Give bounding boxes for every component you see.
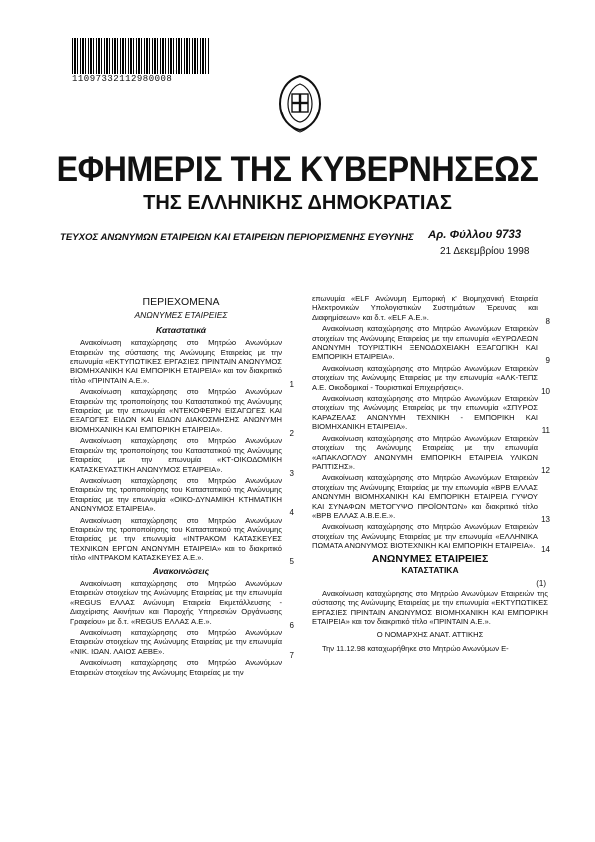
contents-entry: Ανακοίνωση καταχώρησης στο Μητρώο Ανωνύμων Εταιρειών της τροποποίησης του Καταστατικού της Ανώνυμης Εταιρείας με την επωνυμία «ΙΝΤΡΑΚΟΜ ΚΑΤΑΣΚΕΥΕΣ ΤΕΧΝΙΚΩΝ ΕΡΓΩΝ ΑΝΩΝΥΜΗ ΕΤΑΙΡΕΙΑ» και το διακριτικό τίτλο «ΙΝΤΡΑΚΟΜ ΚΑΤΑΣΚΕΥΕΣ Α.Ε.». 5 <box>70 515 294 567</box>
contents-left-column <box>70 298 292 679</box>
issue-date: 21 Δεκεμβρίου 1998 <box>440 246 530 257</box>
barcode <box>72 38 210 74</box>
contents-entry: Ανακοίνωση καταχώρησης στο Μητρώο Ανωνύμων Εταιρειών στοιχείων της Ανώνυμης Εταιρείας με την επωνυμία «ΣΠΥΡΟΣ ΚΑΡΑΖΕΛΑΣ ΑΝΩΝΥΜΗ ΤΕΧΝΙΚΗ - ΕΜΠΟΡΙΚΗ ΚΑΙ ΒΙΟΜΗΧΑΝΙΚΗ ΕΤΑΙΡΕΙΑ». 11 <box>312 394 550 436</box>
page-number: 2 <box>289 428 294 438</box>
issue-series: ΤΕΥΧΟΣ ΑΝΩΝΥΜΩΝ ΕΤΑΙΡΕΙΩΝ ΚΑΙ ΕΤΑΙΡΕΙΩΝ ΠΕΡΙΟΡΙΣΜΕΝΗΣ ΕΥΘΥΝΗΣ <box>60 232 414 243</box>
contents-entry: Ανακοίνωση καταχώρησης στο Μητρώο Ανωνύμων Εταιρειών στοιχείων της Ανώνυμης Εταιρείας με την επωνυμία «REGUS ΕΛΛΑΣ Ανώνυμη Εταιρεία Εκμετάλλευσης - Διαχείρισης Ακινήτων και Παροχής Υπηρεσιών Οργάνωσης Γραφείου» με δ.τ. «REGUS ΕΛΛΑΣ Α.Ε.». 6 <box>70 578 294 630</box>
page-number: 11 <box>541 426 550 436</box>
body-paragraph: Την 11.12.98 καταχωρήθηκε στο Μητρώο Ανωνύμων Ε- <box>322 643 509 653</box>
body-section-heading: ΑΝΩΝΥΜΕΣ ΕΤΑΙΡΕΙΕΣ <box>371 552 489 565</box>
contents-entry: Ανακοίνωση καταχώρησης στο Μητρώο Ανωνύμων Εταιρειών στοιχείων της Ανώνυμης Εταιρείας με την επωνυμία «ΑΠΑΚΛΟΓΛΟΥ ΑΝΩΝΥΜΗ ΕΜΠΟΡΙΚΗ ΕΤΑΙΡΕΙΑ ΥΛΙΚΩΝ ΡΑΠΤΙΣΗΣ». 12 <box>312 433 550 475</box>
statutes-heading: Καταστατικά <box>156 324 206 335</box>
contents-entry: Ανακοίνωση καταχώρησης στο Μητρώο Ανωνύμων Εταιρειών της σύστασης της Ανώνυμης Εταιρείας με την επωνυμία «ΕΚΤΥΠΩΤΙΚΕΣ ΕΡΓΑΣΙΕΣ ΠΡΙΝΤΑΙΝ ΑΝΩΝΥΜΟΣ ΒΙΟΜΗΧΑΝΙΚΗ ΚΑΙ ΕΜΠΟΡΙΚΗ ΕΤΑΙΡΕΙΑ» και τον διακριτικό τίτλο «ΠΡΙΝΤΑΙΝ Α.Ε.». 1 <box>70 338 294 389</box>
page-number: 9 <box>545 356 550 366</box>
contents-entry: Ανακοίνωση καταχώρησης στο Μητρώο Ανωνύμων Εταιρειών της τροποποίησης του Καταστατικού της Ανώνυμης Εταιρείας με την επωνυμία «ΝΤΕΚΟΦΕΡΝ ΕΙΣΑΓΩΓΕΣ ΚΑΙ ΕΞΑΓΩΓΕΣ ΕΙΔΩΝ ΚΑΙ ΕΙΔΩΝ ΔΙΑΚΟΣΜΗΣΗΣ ΑΝΩΝΥΜΗ ΒΙΟΜΗΧΑΝΙΚΗ ΚΑΙ ΕΜΠΟΡΙΚΗ ΕΤΑΙΡΕΙΑ». 2 <box>70 387 294 438</box>
page-number: 4 <box>289 508 294 518</box>
contents-entry: Ανακοίνωση καταχώρησης στο Μητρώο Ανωνύμων Εταιρειών στοιχείων της Ανώνυμης Εταιρείας με την επωνυμία «ΑΛΚ-ΤΕΠΣ Α.Ε. Οικοδομικαί - Τουριστικαί Επιχειρήσεις». 10 <box>312 363 550 396</box>
page-number: 1 <box>289 379 294 389</box>
contents-entry: Ανακοίνωση καταχώρησης στο Μητρώο Ανωνύμων Εταιρειών στοιχείων της Ανώνυμης Εταιρείας με την επωνυμία «ΕΥΡΩΛΕΩΝ ΑΝΩΝΥΜΗ ΤΟΥΡΙΣΤΙΚΗ ΞΕΝΟΔΟΧΕΙΑΚΗ ΕΞΑΓΩΓΙΚΗ ΚΑΙ ΕΜΠΟΡΙΚΗ ΕΤΑΙΡΕΙΑ». 9 <box>312 324 550 366</box>
contents-entry: Ανακοίνωση καταχώρησης στο Μητρώο Ανωνύμων Εταιρειών της τροποποίησης του Καταστατικού της Ανώνυμης Εταιρείας με την επωνυμία «ΚΤ-ΟΙΚΟΔΟΜΙΚΗ ΚΑΤΑΣΚΕΥΑΣΤΙΚΗ ΑΝΩΝΥΜΟΣ ΕΤΑΙΡΕΙΑ». 3 <box>70 436 294 478</box>
page-number: 13 <box>541 514 550 524</box>
page-number: 7 <box>289 650 294 660</box>
page-number: 6 <box>289 620 294 630</box>
announcements-heading: Ανακοινώσεις <box>152 565 210 576</box>
page-number: 14 <box>541 545 550 555</box>
contents-right-column <box>312 294 548 653</box>
contents-entry: Ανακοίνωση καταχώρησης στο Μητρώο Ανωνύμων Εταιρειών στοιχείων της Ανώνυμης Εταιρείας με την <box>70 658 282 677</box>
page-number: 5 <box>289 557 294 567</box>
prefect-title: Ο ΝΟΜΑΡΧΗΣ ΑΝΑΤ. ΑΤΤΙΚΗΣ <box>376 630 484 640</box>
sheet-number: Αρ. Φύλλου 9733 <box>428 229 522 241</box>
body-subsection-heading: ΚΑΤΑΣΤΑΤΙΚΑ <box>401 564 459 575</box>
gazette-title: ΕΦΗΜΕΡΙΣ ΤΗΣ ΚΥΒΕΡΝΗΣΕΩΣ <box>56 150 539 189</box>
page-number: 12 <box>541 465 550 475</box>
contents-entry: Ανακοίνωση καταχώρησης στο Μητρώο Ανωνύμων Εταιρειών στοιχείων της Ανώνυμης Εταιρείας με την επωνυμία «ΝΙΚ. ΙΩΑΝ. ΛΑΙΟΣ ΑΕΒΕ». 7 <box>70 628 294 660</box>
contents-entry: Ανακοίνωση καταχώρησης στο Μητρώο Ανωνύμων Εταιρειών στοιχείων της Ανώνυμης Εταιρείας με την επωνυμία «ΕΛΛΗΝΙΚΑ ΠΩΜΑΤΑ ΑΝΩΝΥΜΟΣ ΒΙΟΤΕΧΝΙΚΗ ΚΑΙ ΕΜΠΟΡΙΚΗ ΕΤΑΙΡΕΙΑ». 14 <box>312 522 550 555</box>
contents-entry: Ανακοίνωση καταχώρησης στο Μητρώο Ανωνύμων Εταιρειών στοιχείων της Ανώνυμης Εταιρείας με την επωνυμία «ΒΡΒ ΕΛΛΑΣ ΑΝΩΝΥΜΗ ΒΙΟΜΗΧΑΝΙΚΗ ΚΑΙ ΕΜΠΟΡΙΚΗ ΕΤΑΙΡΕΙΑ ΓΥΨΟΥ ΚΑΙ ΣΥΝΑΦΩΝ ΜΕΤΟΓΥΨΟ ΠΡΟΪΟΝΤΩΝ» και διακριτικό τίτλο «ΒΡΒ ΕΛΛΑΣ Α.Β.Ε.Ε.». 13 <box>312 473 550 524</box>
barcode-number: 11097332112980008 <box>72 74 173 84</box>
contents-section: ΑΝΩΝΥΜΕΣ ΕΤΑΙΡΕΙΕΣ <box>134 310 228 321</box>
page-number: 3 <box>289 468 294 478</box>
page-number: 8 <box>545 316 550 326</box>
coat-of-arms-icon <box>272 72 328 134</box>
contents-heading: ΠΕΡΙΕΧΟΜΕΝΑ <box>142 296 220 308</box>
contents-entry: Ανακοίνωση καταχώρησης στο Μητρώο Ανωνύμων Εταιρειών της τροποποίησης του Καταστατικού της Ανώνυμης Εταιρείας με την επωνυμία «ΟΙΚΟ-ΔΥΝΑΜΙΚΗ ΚΤΗΜΑΤΙΚΗ ΑΝΩΝΥΜΟΣ ΕΤΑΙΡΕΙΑ». 4 <box>70 475 294 518</box>
contents-entry: επωνυμία «ELF Ανώνυμη Εμπορική κ' Βιομηχανική Εταιρεία Ηλεκτρονικών Υπολογιστικών Συστημάτων Έρευνας και Διαφημίσεων» και δ.τ. «ELF Α.Ε.». 8 <box>312 294 550 326</box>
notice-number: (1) <box>536 579 546 589</box>
page-number: 10 <box>541 386 550 396</box>
gazette-subtitle: ΤΗΣ ΕΛΛΗΝΙΚΗΣ ΔΗΜΟΚΡΑΤΙΑΣ <box>143 192 452 214</box>
notice-text: Ανακοίνωση καταχώρησης στο Μητρώο Ανωνύμων Εταιρειών της σύστασης της Ανώνυμης Εταιρείας με την επωνυμία «ΕΚΤΥΠΩΤΙΚΕΣ ΕΡΓΑΣΙΕΣ ΠΡΙΝΤΑΙΝ ΑΝΩΝΥΜΟΣ ΒΙΟΜΗΧΑΝΙΚΗ ΚΑΙ ΕΜΠΟΡΙΚΗ ΕΤΑΙΡΕΙΑ» και τον διακριτικό τίτλο «ΠΡΙΝΤΑΙΝ Α.Ε.». <box>312 588 548 626</box>
